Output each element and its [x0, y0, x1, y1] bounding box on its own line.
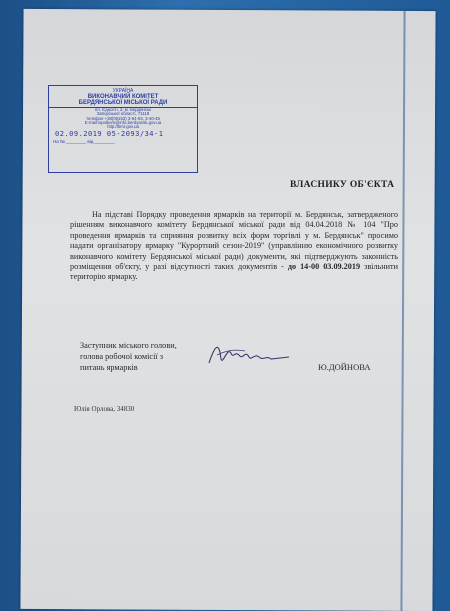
body-part2: звільнити територію ярмарку.: [70, 262, 399, 282]
stamp-email: E-mail:ispolkom@info.berdyansk.gov.ua: [84, 119, 162, 125]
stamp-address1: пл. Єдності, 2, м. Бердянськ: [94, 107, 152, 112]
signatory-line3: питань ярмарків: [80, 363, 138, 372]
registration-stamp: [48, 85, 198, 173]
addressee-heading: ВЛАСНИКУ ОБ'ЄКТА: [290, 180, 395, 190]
signatory-line1: Заступник міського голови,: [80, 341, 177, 350]
body-part1: На підставі Порядку проведення ярмарків на території м. Бердянськ, затвердженого рішенням виконавчого комітету Бердянської міської ради від 04.04.2018 № 104 "Про проведення ярмарків та сприяння розвитку всіх форм торгівлі у м. Бердянськ" просимо надати організатору ярмарку "Курортний сезон-2019" (управлінню економічного розвитку виконавчого комітету Бердянської міської ради) документи, які підтверджують законність розміщення об'єкту, у разі відсутності таких документів -: [70, 210, 398, 272]
stamp-web: http://bmr.gov.ua: [107, 124, 139, 130]
executor-line: Юлія Орлова, 34830: [74, 405, 135, 413]
stamp-country: УКРАЇНА: [112, 88, 134, 94]
handwritten-signature: [205, 335, 295, 375]
stamp-phone: телефон +38(06153) 3-64-83, 3-40-45: [86, 115, 160, 121]
stamp-handwritten-number: 02.09.2019 05-2093/34-1: [55, 130, 164, 139]
stamp-ref-line: На № ________ від ________: [53, 139, 115, 145]
stamp-org-line1: ВИКОНАВЧИЙ КОМІТЕТ: [87, 94, 159, 100]
letter-body: [70, 210, 398, 283]
signatory-name: Ю.ДОЙНОВА: [318, 362, 371, 372]
stamp-org-line2: БЕРДЯНСЬКОЇ МІСЬКОЇ РАДИ: [49, 100, 197, 108]
signatory-line2: голова робочої комісії з: [80, 352, 164, 361]
signatory-title: [80, 340, 177, 373]
body-deadline: до 14-00 03.09.2019: [287, 262, 361, 272]
tape-divider: [400, 11, 405, 611]
stamp-address2: Запорізької області, 71118: [96, 111, 150, 117]
